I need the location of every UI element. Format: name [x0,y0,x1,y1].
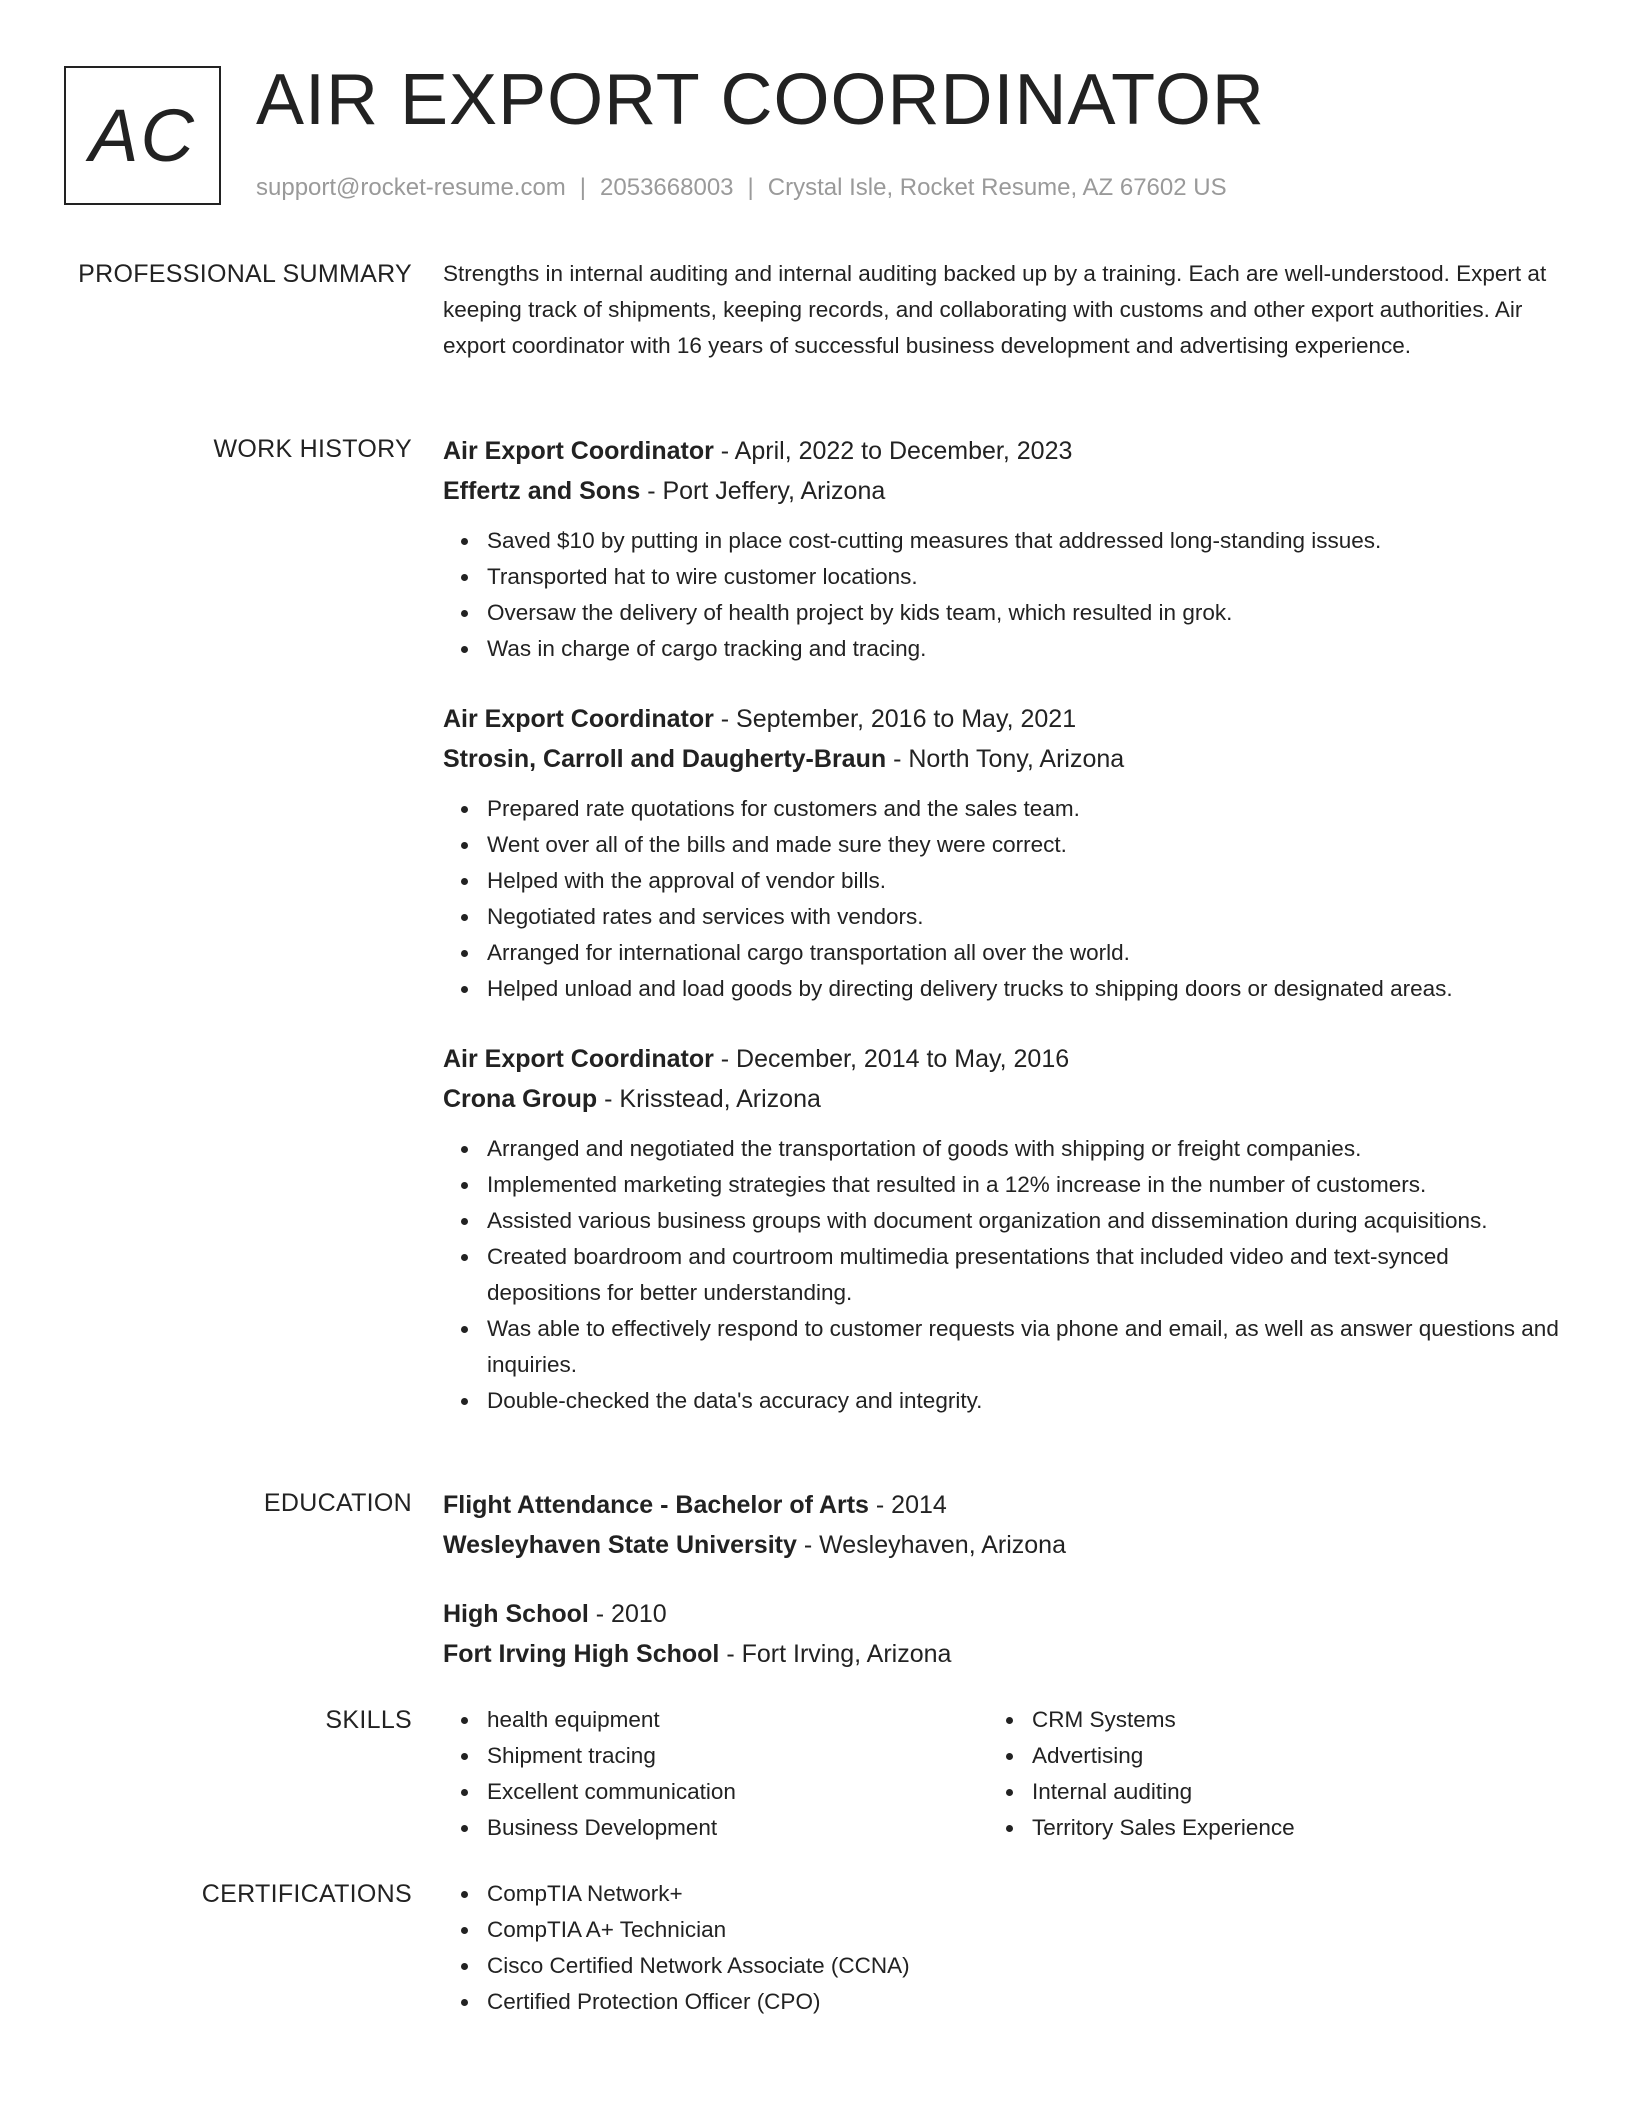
education-year: - 2014 [868,1491,947,1519]
list-item: Was in charge of cargo tracking and tracing. [487,631,1563,667]
job-company: Crona Group [443,1085,598,1113]
job-entry [443,431,1563,667]
contact-separator: | [579,174,587,201]
summary-text: Strengths in internal auditing and internal auditing backed up by a training. Each are well-understood. Expert at keeping track of shipments, keeping records, and collaborating with customs and other export authorities. Air export coordinator with 16 years of successful business development and advertising experience. [443,261,1547,358]
section-heading: PROFESSIONAL SUMMARY [78,260,412,288]
contact-phone: 2053668003 [600,174,734,201]
list-item: Went over all of the bills and made sure they were correct. [487,827,1563,863]
list-item: Helped unload and load goods by directing delivery trucks to shipping doors or designated areas. [487,971,1563,1007]
skill-item: Territory Sales Experience [1032,1810,1488,1846]
job-location: - Krisstead, Arizona [597,1085,821,1113]
list-item: Helped with the approval of vendor bills. [487,863,1563,899]
contact-email: support@rocket-resume.com [256,174,566,201]
education-degree: Flight Attendance - Bachelor of Arts [443,1491,869,1519]
education-degree: High School [443,1600,589,1628]
certification-item: Cisco Certified Network Associate (CCNA) [487,1948,1563,1984]
list-item: Double-checked the data's accuracy and integrity. [487,1383,1563,1419]
skills-column-1 [443,1702,988,1846]
list-item: Was able to effectively respond to customer requests via phone and email, as well as answer questions and inquiries. [487,1311,1563,1383]
list-item: Transported hat to wire customer locations. [487,559,1563,595]
education-entry [443,1594,1563,1674]
job-title: Air Export Coordinator [443,437,714,465]
section-heading: CERTIFICATIONS [201,1880,412,1908]
job-dates: - September, 2016 to May, 2021 [713,705,1077,733]
education-school: Wesleyhaven State University [443,1531,797,1559]
list-item: Created boardroom and courtroom multimedia presentations that included video and text-synced depositions for better understanding. [487,1239,1563,1311]
education-year: - 2010 [588,1600,667,1628]
job-company: Strosin, Carroll and Daugherty-Braun [443,745,887,773]
job-location: - North Tony, Arizona [886,745,1125,773]
job-title: Air Export Coordinator [443,1045,714,1073]
list-item: Oversaw the delivery of health project by kids team, which resulted in grok. [487,595,1563,631]
list-item: Prepared rate quotations for customers and the sales team. [487,791,1563,827]
job-dates: - December, 2014 to May, 2016 [713,1045,1070,1073]
skills-column-2 [988,1702,1488,1846]
list-item: Saved $10 by putting in place cost-cutting measures that addressed long-standing issues. [487,523,1563,559]
certification-item: CompTIA A+ Technician [487,1912,1563,1948]
list-item: Assisted various business groups with document organization and dissemination during acquisitions. [487,1203,1563,1239]
skill-item: Shipment tracing [487,1738,988,1774]
certifications-list [443,1876,1563,2020]
job-location: - Port Jeffery, Arizona [640,477,886,505]
section-heading: SKILLS [325,1706,412,1734]
job-bullets [443,791,1563,1007]
contact-address: Crystal Isle, Rocket Resume, AZ 67602 US [767,174,1227,201]
skill-item: health equipment [487,1702,988,1738]
job-title: Air Export Coordinator [443,705,714,733]
certification-item: CompTIA Network+ [487,1876,1563,1912]
skill-item: Advertising [1032,1738,1488,1774]
certification-item: Certified Protection Officer (CPO) [487,1984,1563,2020]
job-dates: - April, 2022 to December, 2023 [713,437,1073,465]
section-heading: EDUCATION [263,1489,412,1517]
job-company: Effertz and Sons [443,477,641,505]
contact-separator: | [747,174,754,201]
skill-item: CRM Systems [1032,1702,1488,1738]
skill-item: Excellent communication [487,1774,988,1810]
section-heading: WORK HISTORY [213,435,412,463]
education-location: - Fort Irving, Arizona [719,1640,952,1668]
monogram-logo [64,66,221,205]
list-item: Negotiated rates and services with vendors. [487,899,1563,935]
monogram-initials: AC [89,94,196,177]
list-item: Arranged for international cargo transportation all over the world. [487,935,1563,971]
skill-item: Business Development [487,1810,988,1846]
education-location: - Wesleyhaven, Arizona [796,1531,1066,1559]
contact-line [256,174,1227,202]
education-school: Fort Irving High School [443,1640,720,1668]
job-bullets [443,1131,1563,1419]
job-entry [443,1039,1563,1419]
education-entry [443,1485,1563,1565]
resume-title: AIR EXPORT COORDINATOR [256,60,1265,140]
skill-item: Internal auditing [1032,1774,1488,1810]
list-item: Arranged and negotiated the transportation of goods with shipping or freight companies. [487,1131,1563,1167]
job-bullets [443,523,1563,667]
list-item: Implemented marketing strategies that resulted in a 12% increase in the number of customers. [487,1167,1563,1203]
job-entry [443,699,1563,1007]
